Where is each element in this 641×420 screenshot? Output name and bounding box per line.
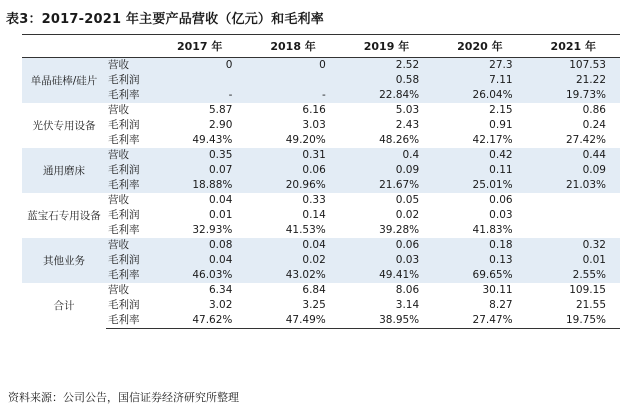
- metric-label: 营收: [108, 284, 129, 296]
- value-cell: 2.90: [209, 119, 233, 131]
- value-cell: 2.15: [489, 104, 513, 116]
- value-cell: 0.03: [340, 253, 433, 268]
- value-cell: 49.41%: [340, 268, 433, 283]
- product-group-label: 其他业务: [22, 238, 106, 283]
- table-row: [22, 238, 620, 253]
- value-cell: 3.03: [302, 119, 326, 131]
- table-row: [22, 208, 620, 223]
- value-cell: 8.06: [395, 284, 420, 296]
- value-cell: 18.88%: [153, 178, 246, 193]
- value-cell: 0.04: [246, 238, 339, 253]
- product-group-label: 通用磨床: [22, 148, 106, 193]
- value-cell: 21.22: [527, 73, 620, 88]
- source-note: 资料来源：公司公告，国信证券经济研究所整理: [8, 391, 239, 404]
- product-group-label: 光伏专用设备: [32, 119, 96, 132]
- value-cell: 0.04: [209, 194, 233, 206]
- value-cell: 0.09: [340, 163, 433, 178]
- value-cell: 47.62%: [153, 313, 246, 329]
- value-cell: 0.06: [246, 163, 339, 178]
- value-cell: 47.49%: [246, 313, 339, 329]
- value-cell: 0.91: [489, 119, 513, 131]
- value-cell: 107.53: [527, 58, 620, 74]
- value-cell: 0.01: [527, 253, 620, 268]
- value-cell: 0.32: [527, 238, 620, 253]
- metric-label: 毛利润: [108, 119, 140, 131]
- metric-label: 毛利率: [108, 224, 140, 236]
- value-cell: [527, 208, 620, 223]
- table-body: [22, 58, 620, 329]
- table-row: [22, 223, 620, 238]
- metric-label: 营收: [108, 104, 129, 116]
- value-cell: 0.09: [527, 163, 620, 178]
- metric-label: 毛利润: [106, 73, 153, 88]
- value-cell: 48.26%: [379, 134, 420, 146]
- table-row: [22, 103, 620, 118]
- table-row: [22, 253, 620, 268]
- table-row: [22, 58, 620, 74]
- value-cell: 2.43: [395, 119, 420, 131]
- table-row: [22, 178, 620, 193]
- value-cell: 27.3: [433, 58, 526, 74]
- header-cell-group: [22, 35, 106, 58]
- value-cell: 41.53%: [285, 224, 326, 236]
- value-cell: 0.35: [153, 148, 246, 163]
- value-cell: 7.11: [433, 73, 526, 88]
- value-cell: 41.83%: [472, 224, 513, 236]
- value-cell: -: [246, 88, 339, 103]
- value-cell: 46.03%: [153, 268, 246, 283]
- table-row: [22, 193, 620, 208]
- value-cell: 0.42: [433, 148, 526, 163]
- value-cell: 38.95%: [340, 313, 433, 329]
- product-group-label: 单晶硅棒/硅片: [22, 58, 106, 104]
- metric-label: 毛利润: [106, 253, 153, 268]
- metric-label: 毛利率: [106, 313, 153, 329]
- value-cell: [153, 73, 246, 88]
- value-cell: 0.24: [582, 119, 606, 131]
- value-cell: 2.52: [340, 58, 433, 74]
- metric-label: 营收: [106, 58, 153, 74]
- value-cell: 0.02: [395, 209, 420, 221]
- value-cell: 69.65%: [433, 268, 526, 283]
- value-cell: 19.73%: [527, 88, 620, 103]
- value-cell: 0.31: [246, 148, 339, 163]
- value-cell: [527, 193, 620, 208]
- value-cell: 0.33: [302, 194, 326, 206]
- value-cell: 30.11: [482, 284, 513, 296]
- product-revenue-table: [22, 34, 620, 329]
- value-cell: 6.16: [302, 104, 326, 116]
- value-cell: 21.67%: [340, 178, 433, 193]
- value-cell: 0.4: [340, 148, 433, 163]
- metric-label: 毛利率: [108, 134, 140, 146]
- metric-label: 营收: [106, 238, 153, 253]
- value-cell: 27.42%: [565, 134, 606, 146]
- value-cell: 3.25: [302, 299, 326, 311]
- value-cell: 0.13: [433, 253, 526, 268]
- value-cell: 0.04: [153, 253, 246, 268]
- value-cell: [246, 73, 339, 88]
- value-cell: 49.43%: [192, 134, 233, 146]
- value-cell: 21.55: [575, 299, 606, 311]
- value-cell: 0.11: [433, 163, 526, 178]
- value-cell: 109.15: [569, 284, 606, 296]
- table-row: [22, 133, 620, 148]
- table-row: [22, 88, 620, 103]
- value-cell: 0.18: [433, 238, 526, 253]
- value-cell: 3.02: [209, 299, 233, 311]
- metric-label: 营收: [108, 194, 129, 206]
- value-cell: -: [153, 88, 246, 103]
- value-cell: 0.08: [153, 238, 246, 253]
- value-cell: 0.58: [340, 73, 433, 88]
- table-row: [22, 298, 620, 313]
- value-cell: 0: [246, 58, 339, 74]
- product-group-label: 合计: [53, 299, 75, 312]
- value-cell: 32.93%: [192, 224, 233, 236]
- value-cell: 0.86: [582, 104, 606, 116]
- metric-label: 毛利率: [106, 178, 153, 193]
- header-cell-metric: [106, 35, 153, 58]
- value-cell: 20.96%: [246, 178, 339, 193]
- metric-label: 毛利润: [108, 299, 140, 311]
- value-cell: 43.02%: [246, 268, 339, 283]
- value-cell: 8.27: [489, 299, 513, 311]
- table-row: [22, 163, 620, 178]
- metric-label: 营收: [106, 148, 153, 163]
- value-cell: 6.84: [302, 284, 326, 296]
- value-cell: 49.20%: [285, 134, 326, 146]
- value-cell: 0.06: [489, 194, 513, 206]
- header-cell-2019: 2019 年: [340, 35, 433, 58]
- table-row: [22, 148, 620, 163]
- value-cell: 0.01: [209, 209, 233, 221]
- value-cell: 0.44: [527, 148, 620, 163]
- value-cell: 5.87: [209, 104, 233, 116]
- value-cell: 0.07: [153, 163, 246, 178]
- metric-label: 毛利率: [106, 88, 153, 103]
- table-row: [22, 283, 620, 298]
- value-cell: 3.14: [395, 299, 420, 311]
- value-cell: 39.28%: [379, 224, 420, 236]
- table-row: [22, 268, 620, 283]
- value-cell: 0.05: [395, 194, 420, 206]
- header-cell-2020: 2020 年: [433, 35, 526, 58]
- value-cell: 27.47%: [433, 313, 526, 329]
- header-cell-2018: 2018 年: [246, 35, 339, 58]
- value-cell: 0: [153, 58, 246, 74]
- value-cell: [527, 223, 620, 238]
- value-cell: 6.34: [209, 284, 233, 296]
- table-header-row: [22, 35, 620, 58]
- table-title: 表3：2017-2021 年主要产品营收（亿元）和毛利率: [6, 12, 324, 27]
- value-cell: 0.03: [489, 209, 513, 221]
- value-cell: 26.04%: [433, 88, 526, 103]
- table-row: [22, 118, 620, 133]
- value-cell: 0.14: [302, 209, 326, 221]
- table-row: [22, 73, 620, 88]
- metric-label: 毛利润: [106, 163, 153, 178]
- value-cell: 0.06: [340, 238, 433, 253]
- value-cell: 19.75%: [527, 313, 620, 329]
- table-row: [22, 313, 620, 329]
- product-group-label: 蓝宝石专用设备: [27, 209, 101, 222]
- value-cell: 25.01%: [433, 178, 526, 193]
- value-cell: 2.55%: [527, 268, 620, 283]
- metric-label: 毛利率: [106, 268, 153, 283]
- value-cell: 0.02: [246, 253, 339, 268]
- header-cell-2021: 2021 年: [527, 35, 620, 58]
- value-cell: 5.03: [395, 104, 420, 116]
- value-cell: 21.03%: [527, 178, 620, 193]
- value-cell: 42.17%: [472, 134, 513, 146]
- metric-label: 毛利润: [108, 209, 140, 221]
- header-cell-2017: 2017 年: [153, 35, 246, 58]
- value-cell: 22.84%: [340, 88, 433, 103]
